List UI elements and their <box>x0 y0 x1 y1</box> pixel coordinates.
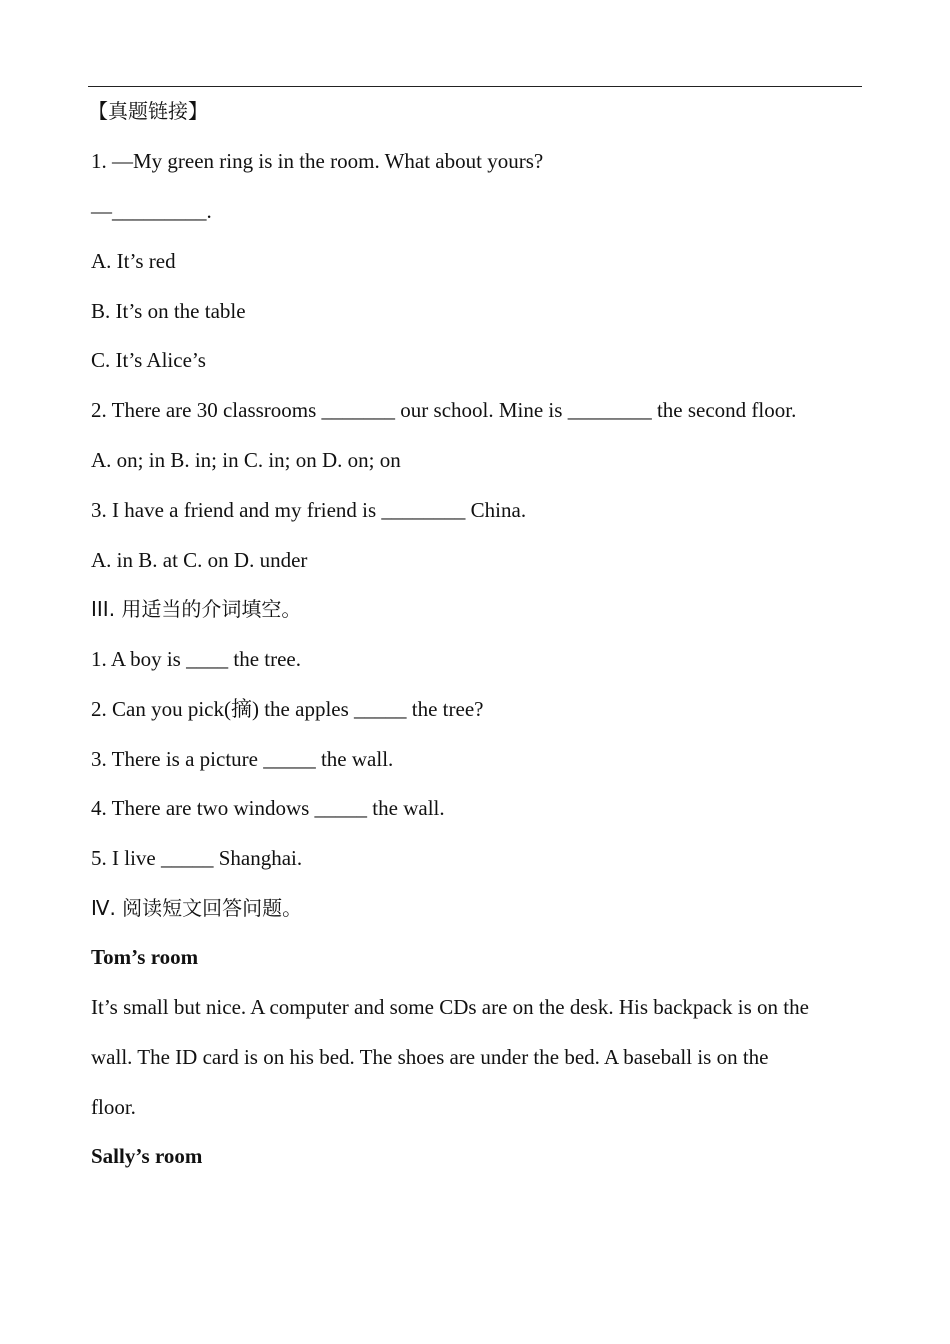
section4-heading: Ⅳ. 阅读短文回答问题。 <box>91 896 303 920</box>
toms-room-paragraph-line: floor. <box>91 1095 136 1119</box>
q2-options: A. on; in B. in; in C. in; on D. on; on <box>91 448 401 472</box>
toms-room-title: Tom’s room <box>91 945 199 969</box>
q2-stem: 2. There are 30 classrooms _______ our school. Mine is ________ the second floor. <box>91 398 797 422</box>
section3-item: 1. A boy is ____ the tree. <box>91 647 301 671</box>
toms-room-paragraph-line: wall. The ID card is on his bed. The shoes are under the bed. A baseball is on the <box>91 1045 769 1069</box>
section3-item: 5. I live _____ Shanghai. <box>91 846 303 870</box>
header-rule <box>88 86 862 87</box>
q1-answer-blank: —_________. <box>91 199 212 223</box>
q1-option-b: B. It’s on the table <box>91 299 246 323</box>
q3-stem: 3. I have a friend and my friend is ________ China. <box>91 498 527 522</box>
sallys-room-title: Sally’s room <box>91 1144 203 1168</box>
section3-item: 4. There are two windows _____ the wall. <box>91 796 445 820</box>
section-link-heading: 【真题链接】 <box>88 99 208 123</box>
q3-options: A. in B. at C. on D. under <box>91 548 308 572</box>
section3-item: 3. There is a picture _____ the wall. <box>91 747 394 771</box>
q1-option-c: C. It’s Alice’s <box>91 348 206 372</box>
q1-stem: 1. —My green ring is in the room. What about yours? <box>91 149 544 173</box>
section3-item: 2. Can you pick(摘) the apples _____ the tree? <box>91 697 484 721</box>
q1-option-a: A. It’s red <box>91 249 176 273</box>
toms-room-paragraph-line: It’s small but nice. A computer and some CDs are on the desk. His backpack is on the <box>91 995 809 1019</box>
section3-heading: III. 用适当的介词填空。 <box>91 597 302 621</box>
